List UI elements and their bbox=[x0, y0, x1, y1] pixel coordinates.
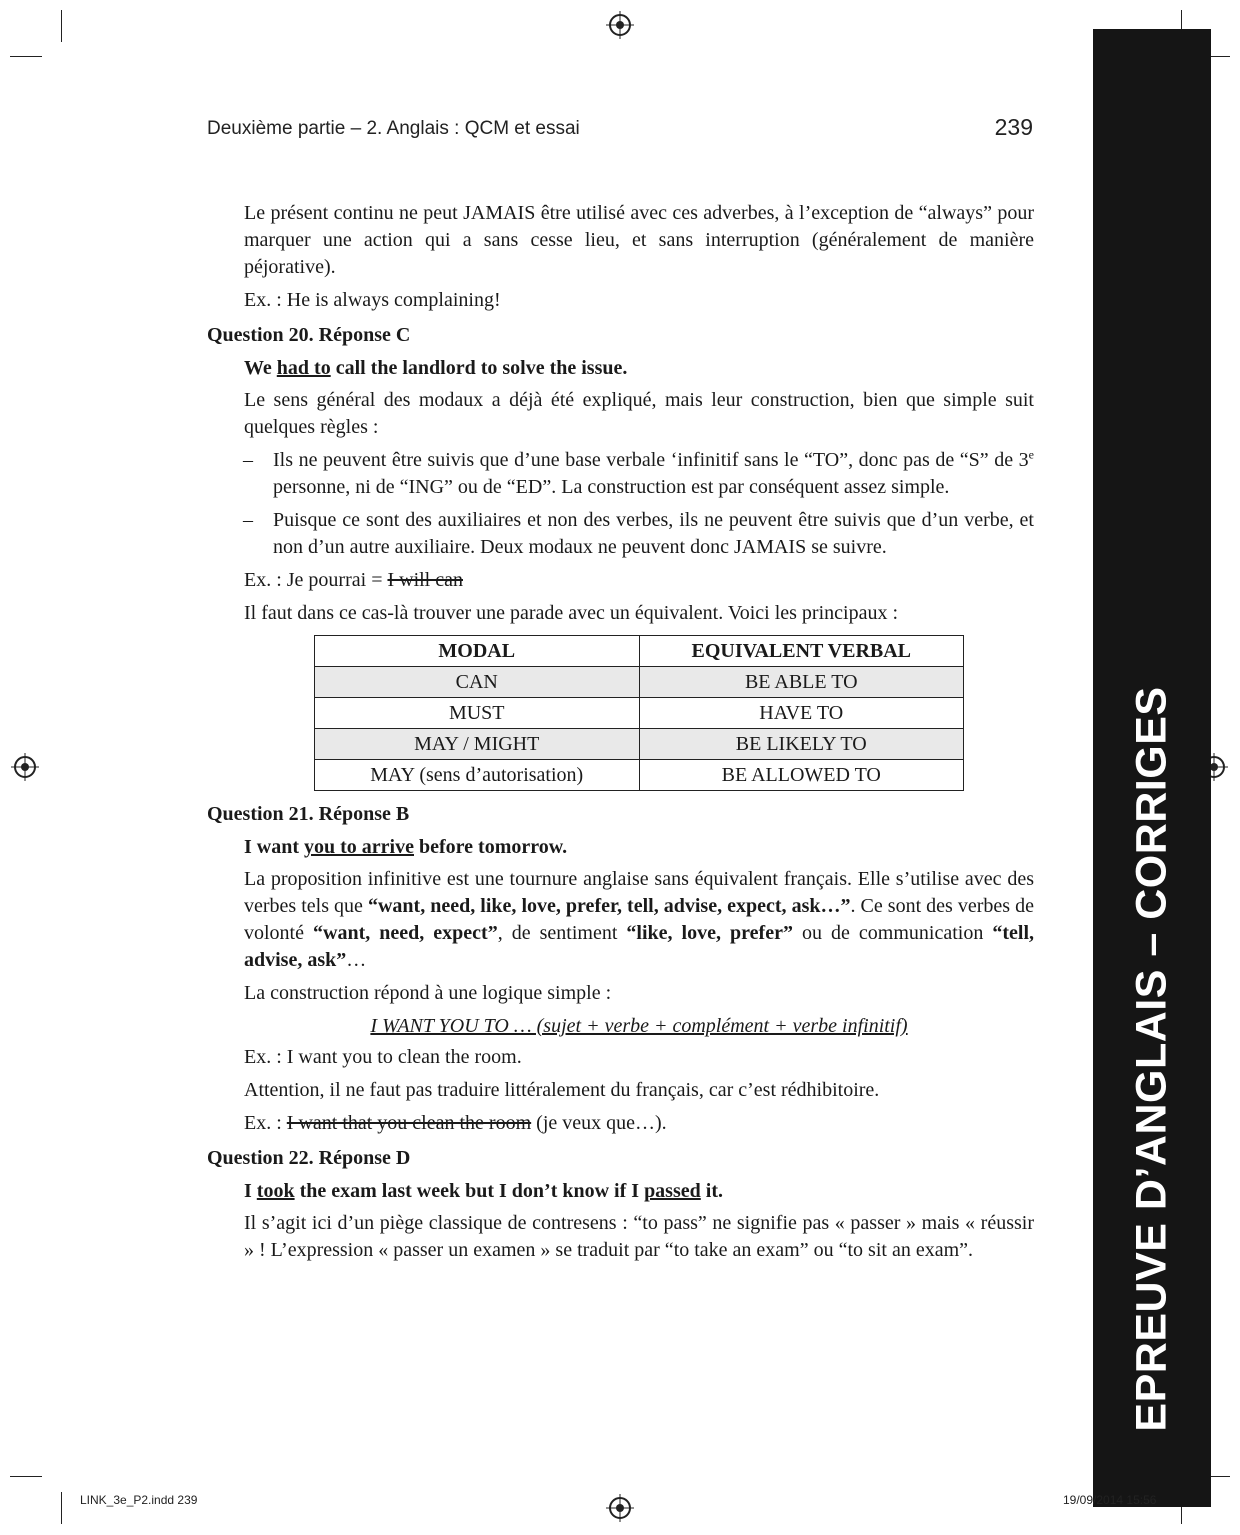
question-21-warning: Attention, il ne faut pas traduire littéralement du français, car c’est rédhibitoire. bbox=[244, 1079, 880, 1101]
question-21-example-2: Ex. : I want that you clean the room (je veux que…). bbox=[244, 1112, 667, 1134]
table-cell: HAVE TO bbox=[639, 698, 964, 729]
list-item: – Puisque ce sont des auxiliaires et non des verbes, ils ne peuvent être suivis que d’un verbe, et non d’un autre auxiliaire. Deux modaux ne peuvent donc JAMAIS se suivre. bbox=[243, 509, 1034, 558]
crop-mark bbox=[10, 56, 42, 57]
construction-formula: I WANT YOU TO … (sujet + verbe + complément + verbe infinitif) bbox=[370, 1015, 908, 1037]
page-body bbox=[207, 200, 1034, 1270]
page-number: 239 bbox=[994, 114, 1033, 140]
table-cell: MUST bbox=[315, 698, 640, 729]
table-cell: BE LIKELY TO bbox=[639, 729, 964, 760]
question-20-sentence: We had to call the landlord to solve the issue. bbox=[244, 357, 628, 379]
question-21-example: Ex. : I want you to clean the room. bbox=[244, 1046, 522, 1068]
table-cell: BE ALLOWED TO bbox=[639, 760, 964, 791]
modal-equivalents-table bbox=[314, 635, 964, 791]
crop-mark bbox=[10, 1476, 42, 1477]
sidebar-title: EPREUVE D’ANGLAIS – CORRIGES bbox=[1127, 686, 1176, 1432]
intro-example: Ex. : He is always complaining! bbox=[244, 289, 501, 311]
registration-mark-icon bbox=[609, 1497, 631, 1519]
crop-mark bbox=[61, 1492, 62, 1524]
table-cell: MAY (sens d’autorisation) bbox=[315, 760, 640, 791]
crop-mark bbox=[61, 10, 62, 42]
table-header-cell: EQUIVALENT VERBAL bbox=[639, 636, 964, 667]
question-21-heading: Question 21. Réponse B bbox=[207, 803, 410, 825]
table-header-row bbox=[315, 636, 964, 667]
table-row bbox=[315, 760, 964, 791]
question-22-sentence: I took the exam last week but I don’t know if I passed it. bbox=[244, 1180, 723, 1202]
table-cell: MAY / MIGHT bbox=[315, 729, 640, 760]
question-21-paragraph-2: La construction répond à une logique simple : bbox=[244, 982, 612, 1004]
table-cell: BE ABLE TO bbox=[639, 667, 964, 698]
registration-mark-icon bbox=[14, 756, 36, 778]
slug-date: 19/09/2014 15:56 bbox=[1063, 1493, 1157, 1507]
question-21-sentence: I want you to arrive before tomorrow. bbox=[244, 836, 568, 858]
registration-mark-icon bbox=[609, 14, 631, 36]
intro-paragraph: Le présent continu ne peut JAMAIS être utilisé avec ces adverbes, à l’exception de “always” pour marquer une action qui a sans cesse lieu, et sans interruption (généralement de manière péjorative). bbox=[244, 202, 1034, 278]
question-20-paragraph-2: Il faut dans ce cas-là trouver une parade avec un équivalent. Voici les principaux : bbox=[244, 602, 899, 624]
question-20-example: Ex. : Je pourrai = I will can bbox=[244, 569, 463, 591]
slug-file-name: LINK_3e_P2.indd 239 bbox=[80, 1493, 198, 1507]
question-20-heading: Question 20. Réponse C bbox=[207, 324, 411, 346]
question-21-paragraph: La proposition infinitive est une tournure anglaise sans équivalent français. Elle s’utilise avec des verbes tels que “want, need, like, love, prefer, tell, advise, expect, ask…”. Ce sont des verbes de volonté “want, need, expect”, de sentiment “like, love, prefer” ou de communication “tell, advise, ask”… bbox=[244, 868, 1034, 971]
section-sidebar-tab bbox=[1093, 29, 1211, 1507]
table-row bbox=[315, 667, 964, 698]
table-row bbox=[315, 698, 964, 729]
running-head: Deuxième partie – 2. Anglais : QCM et essai bbox=[207, 118, 580, 139]
question-20-paragraph: Le sens général des modaux a déjà été expliqué, mais leur construction, bien que simple suit quelques règles : bbox=[244, 389, 1034, 438]
table-row bbox=[315, 729, 964, 760]
question-22-heading: Question 22. Réponse D bbox=[207, 1147, 411, 1169]
list-item: – Ils ne peuvent être suivis que d’une base verbale ‘infinitif sans le “TO”, donc pas de “S” de 3e personne, ni de “ING” ou de “ED”. La construction est par conséquent assez simple. bbox=[243, 447, 1034, 498]
question-22-paragraph: Il s’agit ici d’un piège classique de contresens : “to pass” ne signifie pas « passer » mais « réussir » ! L’expression « passer un examen » se traduit par “to take an exam” ou “to sit an exam”. bbox=[244, 1212, 1034, 1261]
table-cell: CAN bbox=[315, 667, 640, 698]
table-header-cell: MODAL bbox=[315, 636, 640, 667]
